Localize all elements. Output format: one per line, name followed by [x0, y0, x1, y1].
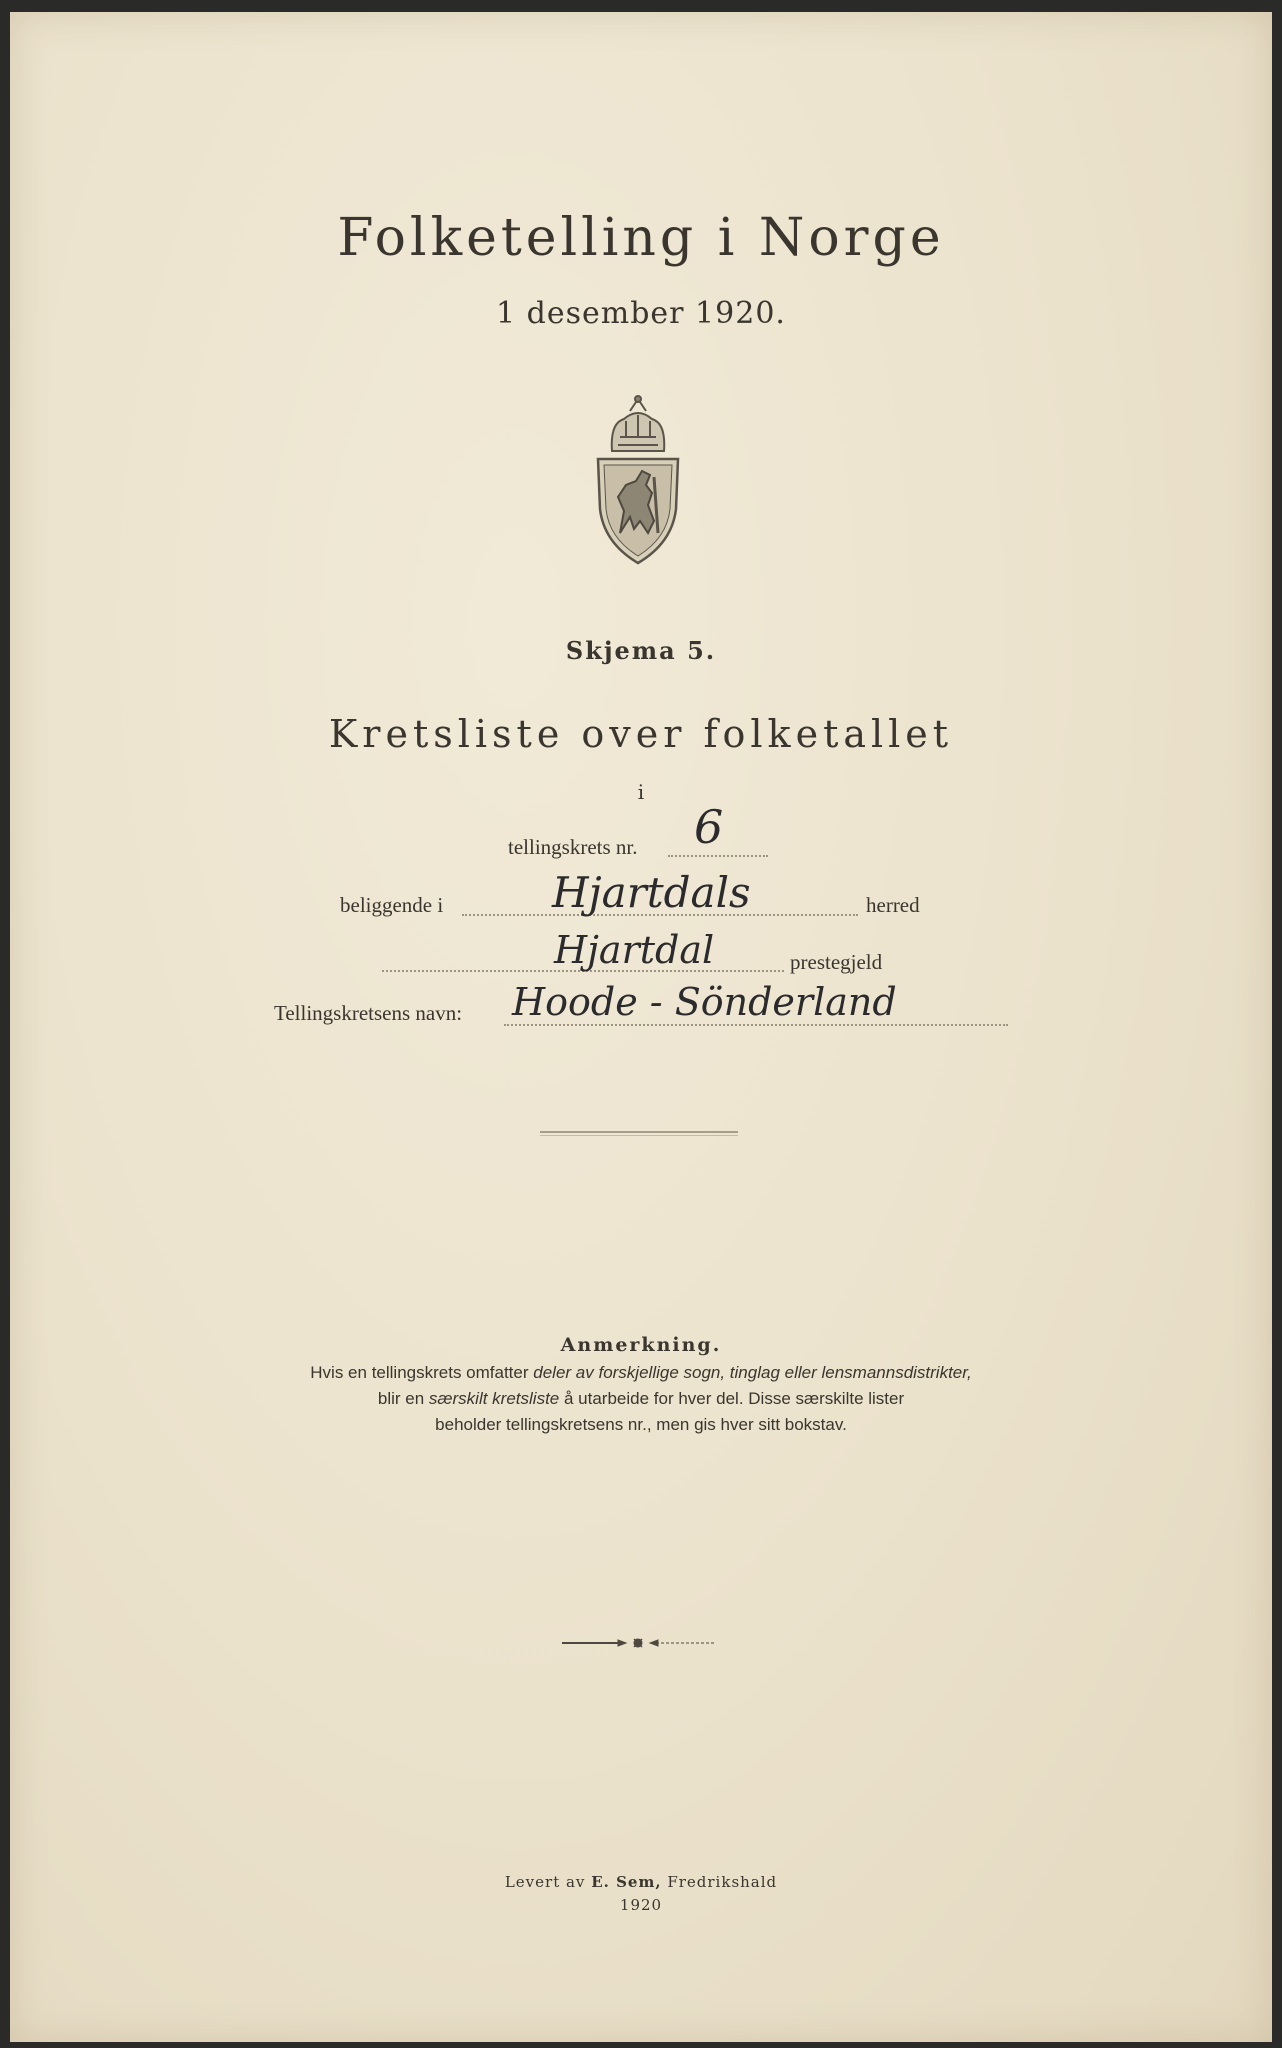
located-label: beliggende i: [340, 893, 444, 917]
krets-number-line[interactable]: [668, 855, 768, 857]
note-line-2-text-c: å utarbeide for hver del. Disse særskilte lister: [564, 1389, 905, 1408]
page-title: Folketelling i Norge: [337, 208, 945, 268]
census-date: 1 desember 1920.: [496, 296, 786, 331]
prestegjeld-handwritten: Hjartdal: [554, 928, 715, 972]
printer-prefix: Levert av: [504, 1873, 586, 1891]
printer-credit: [0, 1873, 1282, 1891]
herred-label: herred: [866, 893, 920, 917]
note-line-1-emphasis: deler av forskjellige sogn, tinglag eller lensmannsdistrikter,: [533, 1363, 972, 1382]
separator-rule: [540, 1131, 738, 1136]
connector-word: i: [637, 780, 645, 804]
krets-label: tellingskrets nr.: [508, 835, 638, 859]
note-line-3: beholder tellingskretsens nr., men gis hver sitt bokstav.: [435, 1415, 847, 1434]
print-year: 1920: [619, 1896, 663, 1914]
prestegjeld-label: prestegjeld: [790, 950, 883, 974]
note-line-1-text: Hvis en tellingskrets omfatter: [310, 1363, 529, 1382]
district-name-label: Tellingskretsens navn:: [274, 1001, 463, 1025]
ornament-divider-icon: [560, 1635, 716, 1651]
printer-name: E. Sem,: [591, 1873, 662, 1891]
herred-handwritten: Hjartdals: [552, 868, 751, 917]
printer-city: Fredrikshald: [667, 1873, 778, 1891]
note-line-2: [0, 1388, 1282, 1410]
note-line-1: [0, 1362, 1282, 1384]
norwegian-coat-of-arms-icon: [590, 393, 686, 568]
note-line-2-emphasis: særskilt kretsliste: [428, 1389, 560, 1408]
district-name-handwritten: Hoode - Sönderland: [512, 980, 897, 1024]
schema-number: Skjema 5.: [565, 636, 717, 665]
krets-number-handwritten: 6: [694, 800, 724, 854]
note-line-2-text-a: blir en: [377, 1389, 425, 1408]
district-name-line[interactable]: [504, 1024, 1008, 1026]
note-heading: Anmerkning.: [560, 1334, 722, 1356]
form-heading: Kretsliste over folketallet: [328, 712, 954, 756]
